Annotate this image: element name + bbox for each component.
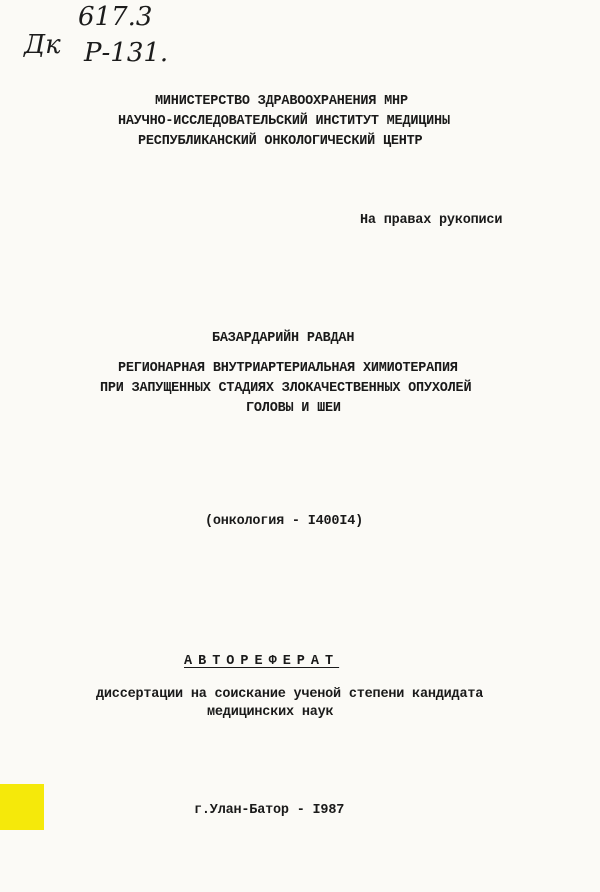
header-ministry: МИНИСТЕРСТВО ЗДРАВООХРАНЕНИЯ МНР: [155, 94, 408, 109]
author-name: БАЗАРДАРИЙН РАВДАН: [212, 331, 355, 346]
document-type: АВТОРЕФЕРАТ: [184, 654, 340, 669]
header-institute: НАУЧНО-ИССЛЕДОВАТЕЛЬСКИЙ ИНСТИТУТ МЕДИЦИНЫ: [118, 114, 450, 129]
handwritten-code-bottom: Р-131.: [84, 38, 169, 68]
yellow-marker: [0, 784, 44, 830]
dissertation-line-2: медицинских наук: [207, 705, 334, 720]
dissertation-line-1: диссертации на соискание ученой степени кандидата: [96, 687, 484, 702]
place-year: г.Улан-Батор - I987: [194, 803, 345, 818]
handwritten-code-top: 617.3: [78, 2, 153, 32]
title-line-2: ПРИ ЗАПУЩЕННЫХ СТАДИЯХ ЗЛОКАЧЕСТВЕННЫХ ОПУХОЛЕЙ: [100, 381, 472, 396]
title-line-3: ГОЛОВЫ И ШЕИ: [246, 401, 341, 416]
rights-note: На правах рукописи: [360, 213, 503, 228]
specialty-code: (онкология - I400I4): [205, 514, 364, 529]
header-center: РЕСПУБЛИКАНСКИЙ ОНКОЛОГИЧЕСКИЙ ЦЕНТР: [138, 134, 423, 149]
title-line-1: РЕГИОНАРНАЯ ВНУТРИАРТЕРИАЛЬНАЯ ХИМИОТЕРАПИЯ: [118, 361, 458, 376]
handwritten-prefix: Дк: [24, 30, 61, 60]
